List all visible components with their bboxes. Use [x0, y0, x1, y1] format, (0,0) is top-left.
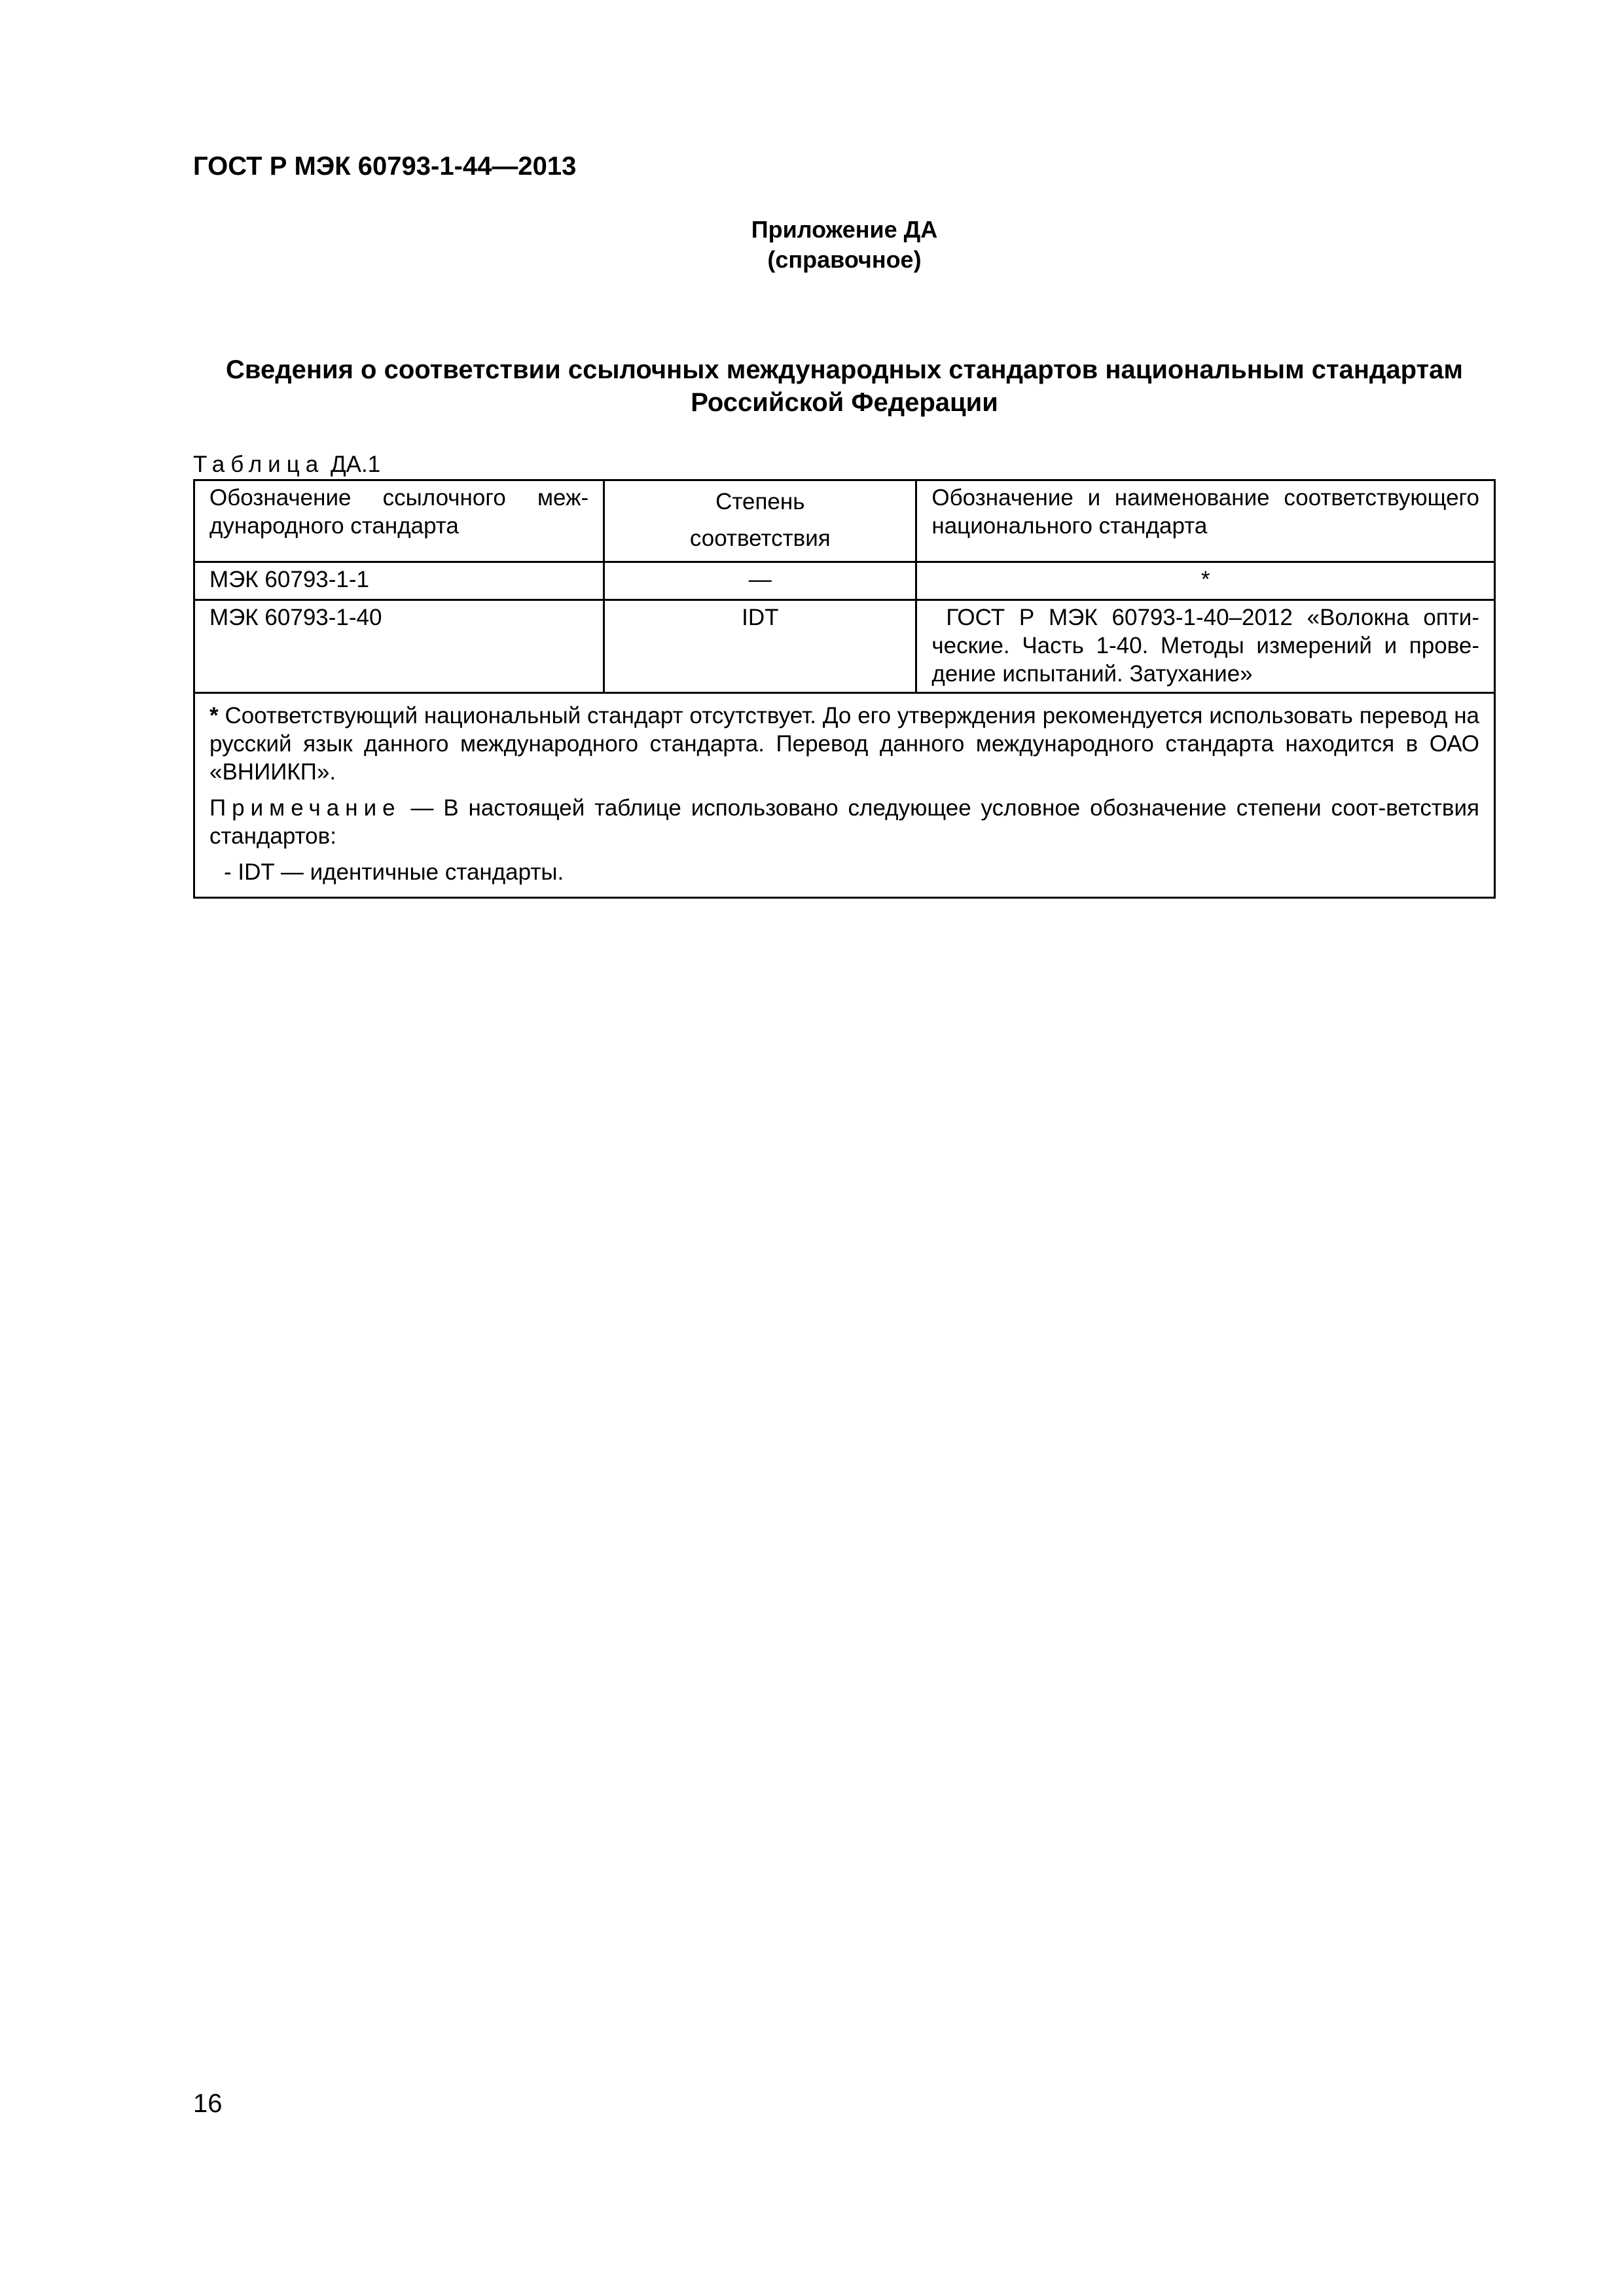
- header-national-standard: Обозначение и наименование соответствующего национального стандарта: [916, 480, 1495, 562]
- cell-degree: IDT: [604, 600, 916, 693]
- header-degree-line-1: Степень: [715, 489, 805, 514]
- table-footer-cell: [194, 693, 1495, 898]
- legend-item: - IDT — идентичные стандарты.: [224, 859, 564, 885]
- note-text: — В настоящей таблице использовано следующее условное обозначение степени соот-ветствия стандартов:: [209, 795, 1479, 849]
- table-row: [194, 562, 1495, 600]
- header-degree-line-2: соответствия: [689, 526, 831, 551]
- document-code: ГОСТ Р МЭК 60793-1-44—2013: [193, 152, 577, 181]
- footnote: [209, 702, 1479, 786]
- table-caption-label: Таблица: [193, 452, 325, 477]
- header-degree: [604, 480, 916, 562]
- note-label: Примечание: [209, 795, 401, 821]
- section-title-line-1: Сведения о соответствии ссылочных международных стандартов национальным стандартам: [226, 355, 1463, 384]
- table-caption: [193, 452, 380, 478]
- annex-status: (справочное): [767, 246, 922, 273]
- cell-national-standard: *: [916, 562, 1495, 600]
- cell-national-standard: ГОСТ Р МЭК 60793-1-40–2012 «Волокна опти-ческие. Часть 1-40. Методы измерений и прове-дение испытаний. Затухание»: [916, 600, 1495, 693]
- section-title: [193, 353, 1496, 419]
- correspondence-table: [193, 479, 1496, 899]
- section-title-line-2: Российской Федерации: [691, 388, 998, 417]
- footnote-marker: *: [209, 703, 219, 728]
- table-note: [209, 794, 1479, 850]
- annex-title: Приложение ДА: [751, 216, 938, 243]
- header-intl-standard: Обозначение ссылочного меж-дународного стандарта: [194, 480, 604, 562]
- cell-intl-standard: МЭК 60793-1-1: [194, 562, 604, 600]
- table-caption-number: ДА.1: [330, 452, 381, 477]
- page-number: 16: [193, 2089, 223, 2118]
- table-row: [194, 600, 1495, 693]
- cell-intl-standard: МЭК 60793-1-40: [194, 600, 604, 693]
- table-footer-row: [194, 693, 1495, 898]
- table-header-row: [194, 480, 1495, 562]
- cell-degree: —: [604, 562, 916, 600]
- footnote-text: Соответствующий национальный стандарт отсутствует. До его утверждения рекомендуется использовать перевод на русский язык данного международного стандарта. Перевод данного международного стандарта находится в ОАО «ВНИИКП».: [209, 703, 1479, 785]
